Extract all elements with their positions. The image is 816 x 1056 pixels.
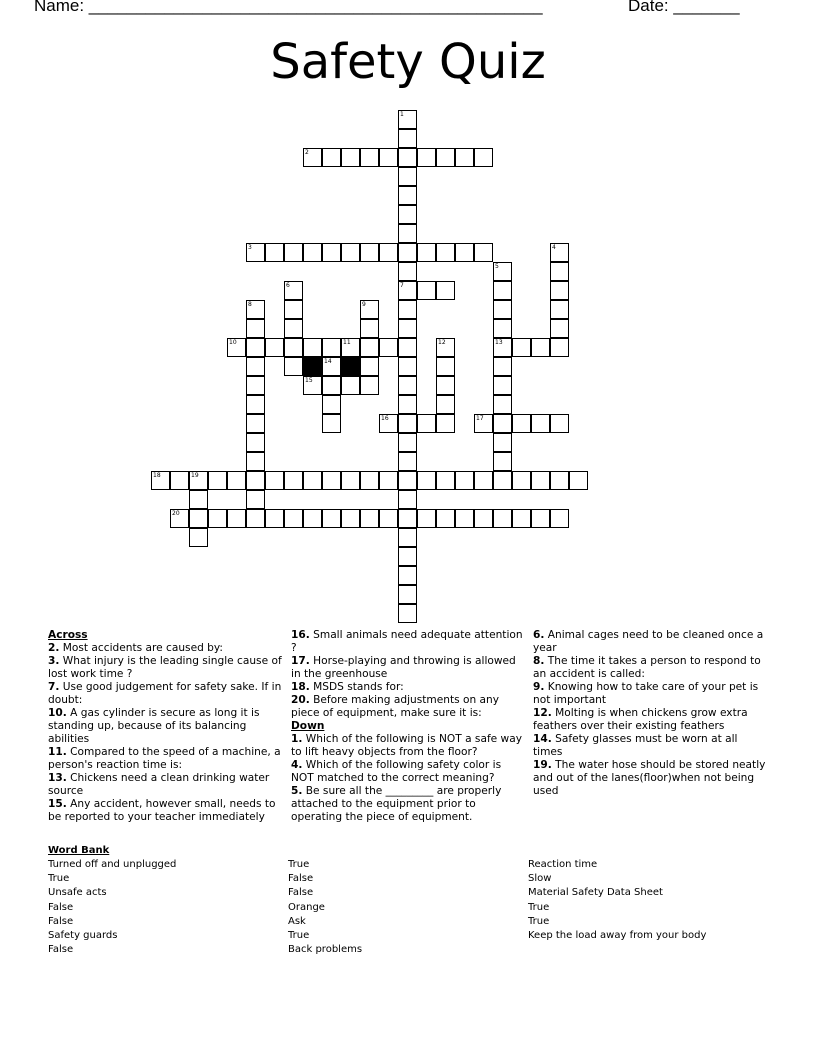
down-clue [533,681,769,707]
clue-text: MSDS stands for: [309,681,404,693]
crossword-cell[interactable] [493,471,512,490]
clue-number-label: 5. [291,785,303,797]
down-clue [533,707,769,733]
crossword-cell[interactable] [341,243,360,262]
crossword-cell[interactable] [151,471,170,490]
crossword-cell[interactable] [455,471,474,490]
crossword-cell[interactable] [322,376,341,395]
crossword-cell[interactable] [379,148,398,167]
crossword-cell[interactable] [436,376,455,395]
crossword-cell[interactable] [417,148,436,167]
crossword-cell[interactable] [379,414,398,433]
clue-text: A gas cylinder is secure as long it is standing up, because of its balancing abilities [48,707,260,745]
clue-number: 16 [381,415,389,422]
clue-text: Most accidents are caused by: [59,642,223,654]
clue-number-label: 11. [48,746,67,758]
page-title: Safety Quiz [270,34,546,90]
crossword-cell[interactable] [436,471,455,490]
crossword-cell[interactable] [493,376,512,395]
crossword-cell[interactable] [550,319,569,338]
crossword-cell[interactable] [436,509,455,528]
down-clue [291,733,527,759]
crossword-cell[interactable] [474,243,493,262]
crossword-cell[interactable] [284,300,303,319]
crossword-cell[interactable] [246,338,265,357]
crossword-cell[interactable] [360,148,379,167]
clue-number-label: 18. [291,681,310,693]
clue-text: Which of the following is NOT a safe way to lift heavy objects from the floor? [291,733,522,758]
crossword-cell[interactable] [417,509,436,528]
clue-text: Knowing how to take care of your pet is not important [533,681,759,706]
crossword-cell[interactable] [474,414,493,433]
crossword-cell[interactable] [398,604,417,623]
crossword-cell[interactable] [303,338,322,357]
crossword-cell[interactable] [398,262,417,281]
across-clue [48,655,284,681]
clue-number: 2 [305,149,309,156]
clue-number: 20 [172,510,180,517]
crossword-cell[interactable] [208,471,227,490]
crossword-cell[interactable] [455,243,474,262]
clue-number: 14 [324,358,332,365]
crossword-cell[interactable] [398,547,417,566]
clue-text: Compared to the speed of a machine, a person's reaction time is: [48,746,281,771]
clue-number: 1 [400,111,404,118]
clue-text: Any accident, however small, needs to be reported to your teacher immediately [48,798,276,823]
crossword-cell[interactable] [436,357,455,376]
across-clue [48,772,284,798]
crossword-cell[interactable] [398,376,417,395]
word-bank-entry: True [288,930,310,942]
clue-text: Chickens need a clean drinking water source [48,772,270,797]
clue-number-label: 20. [291,694,310,706]
down-clue [533,655,769,681]
word-bank-entry: Reaction time [528,859,598,870]
clue-text: The water hose should be stored neatly and out of the lanes(floor)when not being used [533,759,766,797]
across-clue [291,655,527,681]
crossword-cell[interactable] [360,300,379,319]
word-bank-entry: False [288,873,314,885]
clue-number: 9 [362,301,366,308]
clue-number-label: 19. [533,759,552,771]
across-clue [291,681,527,694]
crossword-cell[interactable] [417,243,436,262]
crossword-cell[interactable] [493,452,512,471]
crossword-cell[interactable] [379,509,398,528]
crossword-cell[interactable] [398,129,417,148]
crossword-cell[interactable] [227,509,246,528]
crossword-cell[interactable] [436,414,455,433]
clue-number: 19 [191,472,199,479]
down-heading: Down [291,720,325,732]
crossword-cell[interactable] [550,262,569,281]
name-field-label: Name: ________________________________________________ [34,0,543,15]
crossword-cell[interactable] [569,471,588,490]
word-bank-entry: Material Safety Data Sheet [528,887,663,899]
crossword-cell[interactable] [398,528,417,547]
clue-number-label: 10. [48,707,67,719]
crossword-cell[interactable] [436,281,455,300]
crossword-cell[interactable] [265,509,284,528]
crossword-cell[interactable] [322,243,341,262]
word-bank-column-1 [48,858,176,957]
crossword-cell[interactable] [531,509,550,528]
word-bank-column-3 [528,858,706,943]
clue-text: Animal cages need to be cleaned once a year [533,629,764,654]
crossword-cell[interactable] [493,262,512,281]
crossword-cell[interactable] [455,148,474,167]
crossword-cell[interactable] [303,471,322,490]
date-field-label: Date: _______ [628,0,740,15]
crossword-cell[interactable] [493,319,512,338]
crossword-cell[interactable] [512,471,531,490]
clue-number: 5 [495,263,499,270]
across-clue [48,642,284,655]
crossword-cell[interactable] [303,148,322,167]
crossword-cell[interactable] [341,338,360,357]
crossword-cell[interactable] [550,300,569,319]
crossword-cell[interactable] [322,509,341,528]
crossword-cell[interactable] [398,452,417,471]
clue-number-label: 2. [48,642,60,654]
crossword-cell[interactable] [284,357,303,376]
clue-text: Safety glasses must be worn at all times [533,733,738,758]
across-clue [48,707,284,746]
crossword-cell[interactable] [265,338,284,357]
crossword-cell[interactable] [360,376,379,395]
clue-number-label: 12. [533,707,552,719]
crossword-cell[interactable] [265,243,284,262]
crossword-cell[interactable] [493,414,512,433]
clue-number: 11 [343,339,351,346]
across-clue [291,694,527,720]
down-clue [533,759,769,798]
word-bank-entry: True [288,859,310,870]
crossword-cell[interactable] [474,509,493,528]
crossword-cell[interactable] [550,243,569,262]
crossword-cell[interactable] [360,338,379,357]
down-clue [291,785,527,824]
clue-number-label: 7. [48,681,60,693]
clue-number: 12 [438,339,446,346]
crossword-cell[interactable] [398,509,417,528]
crossword-cell[interactable] [246,471,265,490]
crossword-cell[interactable] [398,357,417,376]
crossword-cell[interactable] [398,433,417,452]
crossword-cell[interactable] [436,243,455,262]
crossword-cell[interactable] [246,395,265,414]
crossword-cell[interactable] [189,471,208,490]
crossword-cell[interactable] [493,509,512,528]
crossword-cell[interactable] [284,471,303,490]
clue-number-label: 15. [48,798,67,810]
crossword-cell[interactable] [341,376,360,395]
crossword-cell[interactable] [284,319,303,338]
crossword-cell[interactable] [493,357,512,376]
crossword-cell[interactable] [341,148,360,167]
word-bank-title: Word Bank [48,845,110,856]
crossword-cell[interactable] [436,338,455,357]
crossword-cell[interactable] [360,243,379,262]
down-clue [533,629,769,655]
crossword-blocked-cell [341,357,360,376]
crossword-cell[interactable] [550,338,569,357]
crossword-cell[interactable] [360,319,379,338]
crossword-cell[interactable] [322,395,341,414]
clue-number-label: 14. [533,733,552,745]
down-clue [291,759,527,785]
word-bank-entry: Back problems [288,944,363,956]
crossword-cell[interactable] [227,338,246,357]
word-bank-entry: False [48,944,74,956]
crossword-cell[interactable] [322,414,341,433]
word-bank-entry: Slow [528,873,552,885]
clue-text: What injury is the leading single cause of lost work time ? [48,655,282,680]
clues-column-3 [533,629,769,798]
crossword-cell[interactable] [208,509,227,528]
crossword-cell[interactable] [417,471,436,490]
across-clue [48,681,284,707]
crossword-cell[interactable] [398,281,417,300]
clue-number-label: 8. [533,655,545,667]
crossword-cell[interactable] [398,243,417,262]
crossword-cell[interactable] [398,319,417,338]
crossword-cell[interactable] [398,186,417,205]
crossword-cell[interactable] [531,471,550,490]
clue-number-label: 13. [48,772,67,784]
clue-number: 3 [248,244,252,251]
crossword-cell[interactable] [512,414,531,433]
crossword-cell[interactable] [417,281,436,300]
clue-number: 8 [248,301,252,308]
crossword-cell[interactable] [398,585,417,604]
crossword-cell[interactable] [436,395,455,414]
clue-number-label: 4. [291,759,303,771]
crossword-cell[interactable] [398,224,417,243]
crossword-cell[interactable] [550,281,569,300]
crossword-cell[interactable] [322,148,341,167]
clue-text: Molting is when chickens grow extra feathers over their existing feathers [533,707,748,732]
crossword-cell[interactable] [341,509,360,528]
clue-number-label: 6. [533,629,545,641]
crossword-cell[interactable] [284,243,303,262]
crossword-cell[interactable] [379,338,398,357]
crossword-cell[interactable] [398,395,417,414]
down-clue [533,733,769,759]
crossword-cell[interactable] [550,414,569,433]
clue-number: 18 [153,472,161,479]
crossword-cell[interactable] [303,376,322,395]
word-bank-entry: False [288,887,314,899]
crossword-cell[interactable] [436,148,455,167]
crossword-cell[interactable] [379,471,398,490]
crossword-cell[interactable] [398,148,417,167]
crossword-cell[interactable] [303,243,322,262]
word-bank-entry: Safety guards [48,930,118,942]
crossword-cell[interactable] [284,509,303,528]
crossword-cell[interactable] [531,338,550,357]
crossword-cell[interactable] [512,338,531,357]
crossword-cell[interactable] [455,509,474,528]
crossword-cell[interactable] [322,471,341,490]
word-bank-entry: False [48,915,74,927]
crossword-cell[interactable] [170,509,189,528]
word-bank-entry: Unsafe acts [48,887,107,899]
crossword-cell[interactable] [246,509,265,528]
crossword-cell[interactable] [360,357,379,376]
crossword-cell[interactable] [246,319,265,338]
crossword-cell[interactable] [322,338,341,357]
across-clue [291,629,527,655]
word-bank-entry: Ask [288,915,306,927]
clue-text: Before making adjustments on any piece of equipment, make sure it is: [291,694,500,719]
clue-number: 17 [476,415,484,422]
crossword-blocked-cell [303,357,322,376]
word-bank-entry: True [528,901,550,913]
clue-number: 7 [400,282,404,289]
crossword-cell[interactable] [550,509,569,528]
word-bank-entry: Keep the load away from your body [528,930,707,942]
clue-number-label: 9. [533,681,545,693]
crossword-cell[interactable] [398,167,417,186]
crossword-cell[interactable] [493,338,512,357]
crossword-cell[interactable] [493,300,512,319]
crossword-cell[interactable] [170,471,189,490]
clue-text: The time it takes a person to respond to an accident is called: [533,655,761,680]
crossword-cell[interactable] [493,395,512,414]
crossword-cell[interactable] [246,300,265,319]
crossword-cell[interactable] [398,300,417,319]
crossword-cell[interactable] [398,205,417,224]
crossword-cell[interactable] [379,243,398,262]
clue-number: 4 [552,244,556,251]
crossword-cell[interactable] [284,338,303,357]
crossword-cell[interactable] [512,509,531,528]
word-bank-entry: Turned off and unplugged [48,859,177,870]
crossword-cell[interactable] [246,357,265,376]
crossword-cell[interactable] [246,433,265,452]
crossword-cell[interactable] [284,281,303,300]
crossword-cell[interactable] [246,376,265,395]
crossword-cell[interactable] [474,148,493,167]
crossword-cell[interactable] [246,243,265,262]
crossword-cell[interactable] [398,414,417,433]
crossword-cell[interactable] [398,471,417,490]
crossword-cell[interactable] [398,566,417,585]
clue-text: Be sure all the _________ are properly attached to the equipment prior to operating the piece of equipment. [291,785,502,823]
crossword-cell[interactable] [417,414,436,433]
clue-number: 10 [229,339,237,346]
crossword-cell[interactable] [322,357,341,376]
crossword-cell[interactable] [531,414,550,433]
crossword-cell[interactable] [493,433,512,452]
crossword-cell[interactable] [246,414,265,433]
crossword-cell[interactable] [474,471,493,490]
crossword-cell[interactable] [493,281,512,300]
crossword-cell[interactable] [227,471,246,490]
clue-number-label: 16. [291,629,310,641]
crossword-cell[interactable] [360,509,379,528]
clue-number-label: 3. [48,655,60,667]
clue-number: 13 [495,339,503,346]
crossword-cell[interactable] [189,528,208,547]
clue-text: Horse-playing and throwing is allowed in the greenhouse [291,655,516,680]
crossword-cell[interactable] [398,490,417,509]
clue-number-label: 17. [291,655,310,667]
crossword-cell[interactable] [265,471,284,490]
across-heading: Across [48,629,88,641]
clues-column-1 [48,629,284,824]
word-bank-entry: Orange [288,901,325,913]
clue-number: 15 [305,377,313,384]
word-bank-entry: True [48,873,70,885]
crossword-cell[interactable] [360,471,379,490]
clues-column-2 [291,629,527,824]
crossword-cell[interactable] [398,110,417,129]
across-clue [48,746,284,772]
crossword-cell[interactable] [303,509,322,528]
crossword-cell[interactable] [246,490,265,509]
crossword-cell[interactable] [550,471,569,490]
word-bank-column-2 [288,858,362,957]
clue-text: Small animals need adequate attention ? [291,629,523,654]
crossword-cell[interactable] [189,509,208,528]
clue-text: Which of the following safety color is NOT matched to the correct meaning? [291,759,502,784]
across-clue [48,798,284,824]
clue-text: Use good judgement for safety sake. If in doubt: [48,681,282,706]
word-bank-entry: False [48,901,74,913]
crossword-cell[interactable] [341,471,360,490]
clue-number-label: 1. [291,733,303,745]
clue-number: 6 [286,282,290,289]
crossword-cell[interactable] [189,490,208,509]
crossword-cell[interactable] [246,452,265,471]
word-bank-entry: True [528,915,550,927]
crossword-cell[interactable] [398,338,417,357]
